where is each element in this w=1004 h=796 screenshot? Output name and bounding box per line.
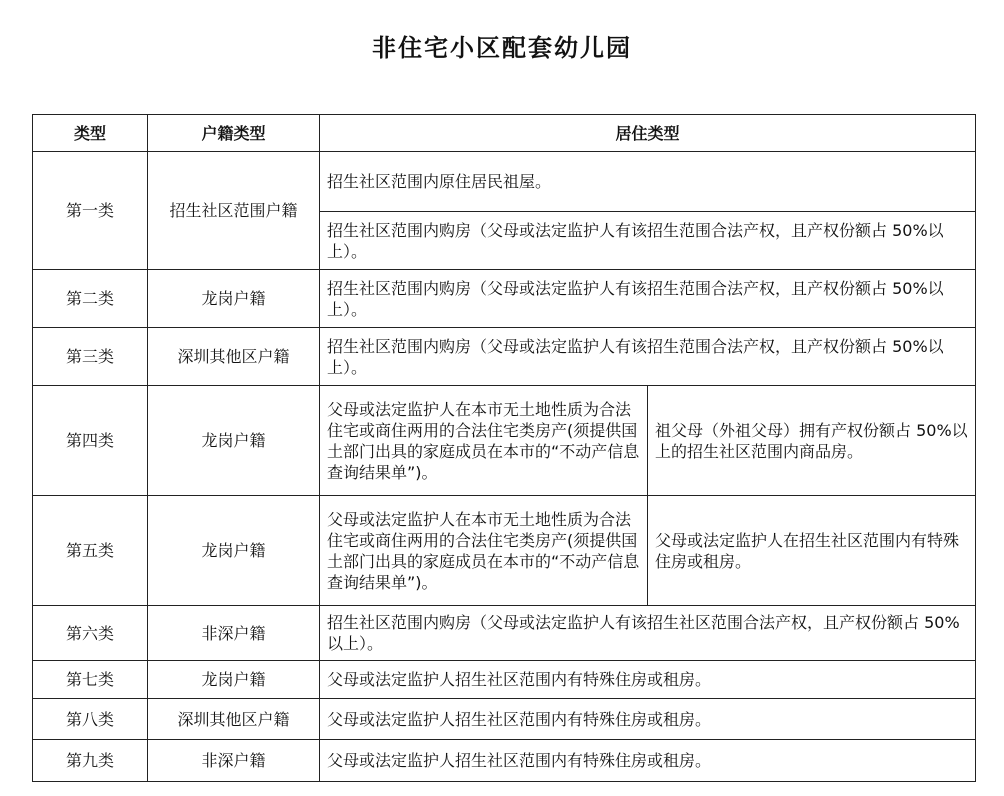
residence-cell: 父母或法定监护人招生社区范围内有特殊住房或租房。: [320, 699, 976, 740]
residence-cell: 招生社区范围内购房（父母或法定监护人有该招生范围合法产权，且产权份额占 50%以上）。: [320, 270, 976, 328]
type-cell: 第四类: [33, 386, 148, 496]
header-type: 类型: [33, 115, 148, 152]
table-row: [33, 606, 976, 661]
table-row: [33, 386, 976, 496]
residence-cell: 招生社区范围内原住居民祖屋。: [320, 152, 976, 212]
type-cell: 第七类: [33, 661, 148, 699]
table-row: [33, 270, 976, 328]
type-cell: 第一类: [33, 152, 148, 270]
table-row: [33, 328, 976, 386]
page-title: 非住宅小区配套幼儿园: [372, 33, 632, 62]
table-header-row: [33, 115, 976, 152]
type-cell: 第六类: [33, 606, 148, 661]
residence-left-cell: 父母或法定监护人在本市无土地性质为合法住宅或商住两用的合法住宅类房产(须提供国土部门出具的家庭成员在本市的“不动产信息查询结果单”)。: [320, 386, 648, 496]
table-row: [33, 740, 976, 782]
enrollment-table: [32, 114, 976, 782]
type-cell: 第五类: [33, 496, 148, 606]
huji-cell: 龙岗户籍: [148, 661, 320, 699]
residence-cell: 招生社区范围内购房（父母或法定监护人有该招生范围合法产权，且产权份额占 50%以上）。: [320, 212, 976, 270]
type-cell: 第二类: [33, 270, 148, 328]
huji-cell: 非深户籍: [148, 740, 320, 782]
residence-left-cell: 父母或法定监护人在本市无土地性质为合法住宅或商住两用的合法住宅类房产(须提供国土部门出具的家庭成员在本市的“不动产信息查询结果单”)。: [320, 496, 648, 606]
huji-cell: 深圳其他区户籍: [148, 328, 320, 386]
residence-cell: 父母或法定监护人招生社区范围内有特殊住房或租房。: [320, 740, 976, 782]
huji-cell: 龙岗户籍: [148, 496, 320, 606]
table-row: [33, 496, 976, 606]
huji-cell: 招生社区范围户籍: [148, 152, 320, 270]
table-row: [33, 661, 976, 699]
residence-cell: 招生社区范围内购房（父母或法定监护人有该招生社区范围合法产权，且产权份额占 50%以上）。: [320, 606, 976, 661]
type-cell: 第八类: [33, 699, 148, 740]
residence-cell: 招生社区范围内购房（父母或法定监护人有该招生范围合法产权，且产权份额占 50%以上）。: [320, 328, 976, 386]
header-residence: 居住类型: [320, 115, 976, 152]
huji-cell: 龙岗户籍: [148, 386, 320, 496]
type-cell: 第三类: [33, 328, 148, 386]
huji-cell: 非深户籍: [148, 606, 320, 661]
header-huji: 户籍类型: [148, 115, 320, 152]
table-row: [33, 699, 976, 740]
table-row: [33, 152, 976, 212]
huji-cell: 深圳其他区户籍: [148, 699, 320, 740]
residence-cell: 父母或法定监护人招生社区范围内有特殊住房或租房。: [320, 661, 976, 699]
type-cell: 第九类: [33, 740, 148, 782]
residence-right-cell: 父母或法定监护人在招生社区范围内有特殊住房或租房。: [648, 496, 976, 606]
huji-cell: 龙岗户籍: [148, 270, 320, 328]
residence-right-cell: 祖父母（外祖父母）拥有产权份额占 50%以上的招生社区范围内商品房。: [648, 386, 976, 496]
